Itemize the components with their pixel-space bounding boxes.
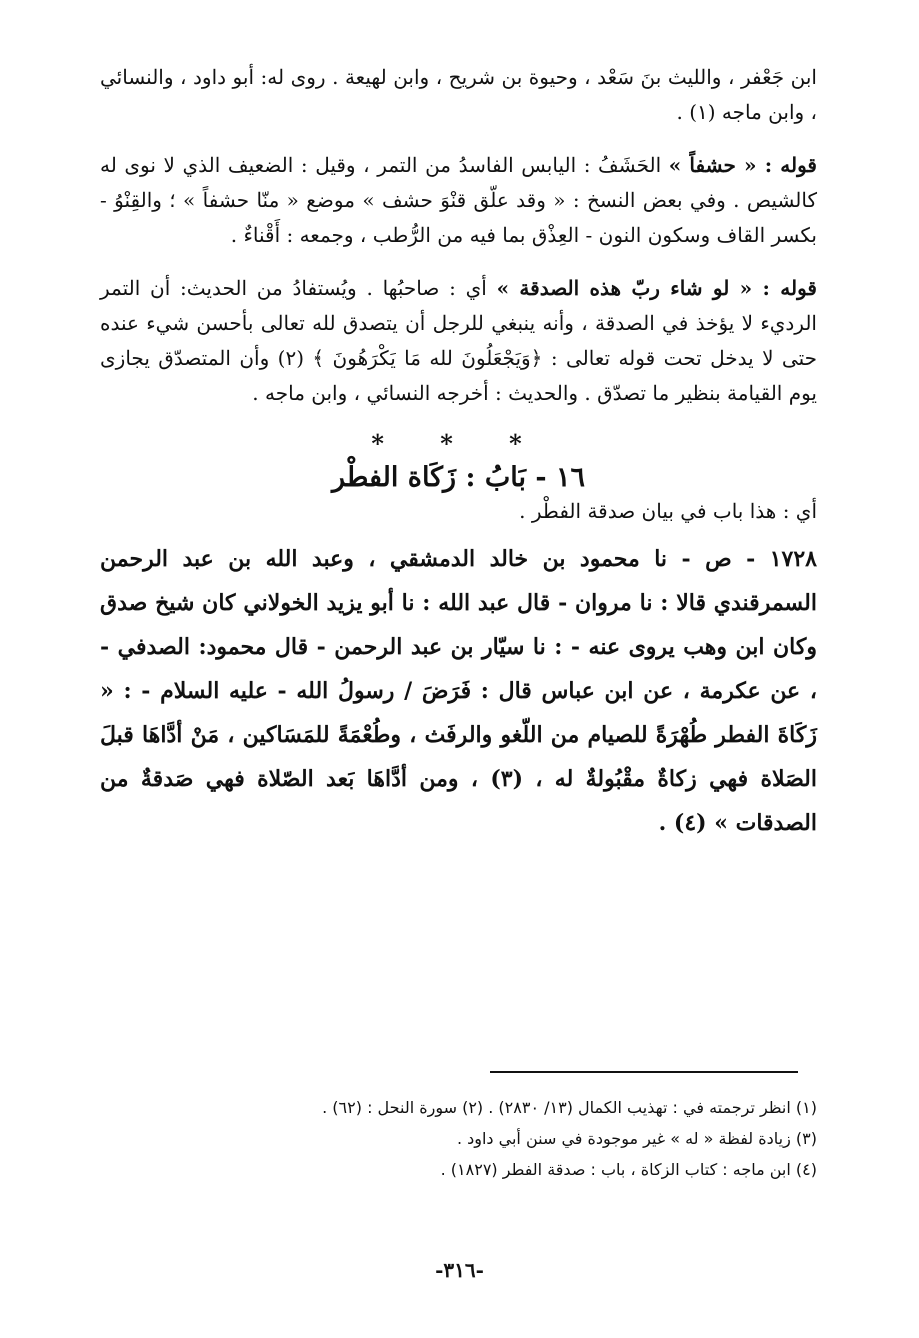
paragraph-lead: قوله : « لو شاء ربّ هذه الصدقة » (496, 276, 817, 300)
footnote-line: (١) انظر ترجمته في : تهذيب الكمال (١٣/ ٢٨٣٠) . (٢) سورة النحل : (٦٢) . (322, 1098, 817, 1117)
page-number: -٣١٦- (435, 1258, 484, 1282)
section-separator: * * * (371, 429, 546, 458)
footnote-line: (٣) زيادة لفظة « له » غير موجودة في سنن أبي داود . (456, 1129, 817, 1149)
paragraph-lead: قوله : « حشفاً » (668, 153, 817, 177)
paragraph-sadaqa (100, 271, 817, 411)
footnote-divider (490, 1071, 798, 1073)
chapter-title: ١٦ - بَابُ : زَكَاة الفطْر (331, 462, 586, 493)
footnotes (100, 1092, 817, 1186)
hadith-text: ١٧٢٨ - ص - نا محمود بن خالد الدمشقي ، وعبد الله بن عبد الرحمن السمرقندي قالا : نا مروان - قال عبد الله : نا أبو يزيد الخولاني كان شيخ صدق وكان ابن وهب يروى عنه - : نا سيّار بن عبد الرحمن - قال محمود: الصدفي - ، عن عكرمة ، عن ابن عباس قال : فَرَضَ / رسولُ الله - عليه السلام - : « زَكَاةَ الفطر طُهْرَةً للصيام من اللّغو والرفَث ، وطُعْمَةً للمَسَاكين ، مَنْ أدَّاهَا قبلَ الصَلاة فهي زكاةٌ مقْبُولةٌ له ، (٣) ، ومن أدَّاهَا بَعد الصّلاة فهي صَدقةٌ من الصدقات » (٤) . (100, 546, 817, 836)
chapter-subtitle: أي : هذا باب في بيان صدقة الفطْر . (519, 499, 817, 523)
page-body (100, 60, 817, 845)
paragraph-body: أي : صاحبُها . ويُستفادُ من الحديث: أن التمر الرديء لا يؤخذ في الصدقة ، وأنه ينبغي للرجل أن يتصدق لله تعالى بأحسن شيء عنده حتى لا يدخل تحت قوله تعالى : ﴿وَيَجْعَلُونَ لله مَا يَكْرَهُونَ ﴾ (٢) وأن المتصدّق يجازى يوم القيامة بنظير ما تصدّق . والحديث : أخرجه النسائي ، وابن ماجه . (100, 276, 817, 405)
footnote-line: (٤) ابن ماجه : كتاب الزكاة ، باب : صدقة الفطر (١٨٢٧) . (440, 1160, 817, 1180)
paragraph-hashafan (100, 148, 817, 253)
paragraph-body: الحَشَفُ : اليابس الفاسدُ من التمر ، وقيل : الضعيف الذي لا نوى له كالشيص . وفي بعض النسخ : « وقد علّق قنْوَ حشف » موضع « منّا حشفاً » ؛ والقِنْوُ - بكسر القاف وسكون النون - العِذْق بما فيه من الرُّطب ، وجمعه : أَقْناءٌ . (100, 153, 817, 247)
paragraph-narrators: ابن جَعْفر ، والليث بنَ سَعْد ، وحيوة بن شريح ، وابن لهيعة . روى له: أبو داود ، والنسائي ، وابن ماجه (١) . (100, 65, 817, 124)
